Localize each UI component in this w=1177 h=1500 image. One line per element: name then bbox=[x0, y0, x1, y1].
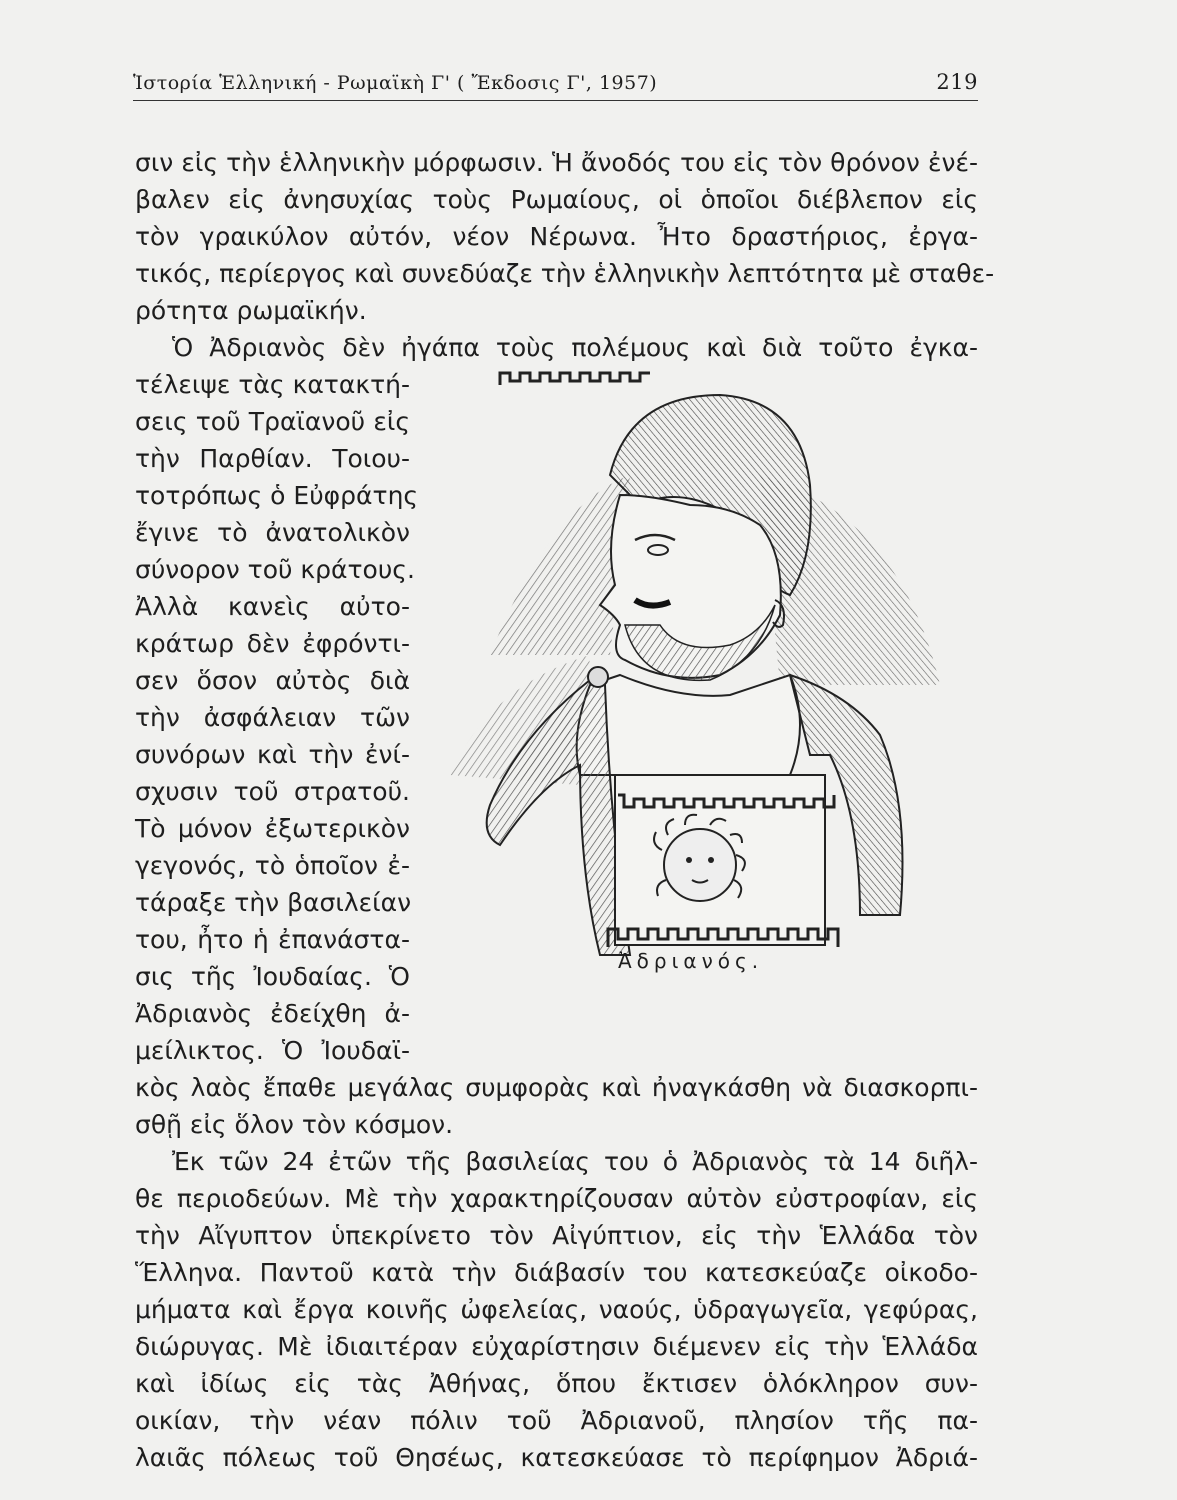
text-line: ἔγινε τὸ ἀνατολικὸν bbox=[135, 518, 410, 547]
text-line: μείλικτος. Ὁ Ἰουδαϊ- bbox=[135, 1036, 410, 1065]
text-line: τὴν ἀσφάλειαν τῶν bbox=[135, 703, 410, 732]
text-line: του, ἦτο ἡ ἐπανάστα- bbox=[135, 925, 410, 954]
running-title: Ἱστορία Ἑλληνική - Ρωμαϊκὴ Γ' ( Ἔκδοσις Γ', 1957) bbox=[133, 72, 658, 94]
text-line: Ἀδριανὸς ἐδείχθη ἀ- bbox=[135, 999, 410, 1028]
text-line: τικός, περίεργος καὶ συνεδύαζε τὴν ἑλληνικὴν λεπτότητα μὲ σταθε- bbox=[135, 259, 995, 288]
text-line: σύνορον τοῦ κράτους. bbox=[135, 555, 415, 584]
figure-caption: Ἀδριανός. bbox=[618, 949, 764, 973]
text-line: ρότητα ρωμαϊκήν. bbox=[135, 296, 367, 325]
text-line: βαλεν εἰς ἀνησυχίας τοὺς Ρωμαίους, οἱ ὁποῖοι διέβλεπον εἰς bbox=[135, 185, 978, 214]
text-line: καὶ ἰδίως εἰς τὰς Ἀθήνας, ὅπου ἔκτισεν ὁλόκληρον συν- bbox=[135, 1369, 978, 1398]
paragraph-first-line: Ἐκ τῶν 24 ἐτῶν τῆς βασιλείας του ὁ Ἀδριανὸς τὰ 14 διῆλ- bbox=[172, 1147, 978, 1176]
text-line: οικίαν, τὴν νέαν πόλιν τοῦ Ἀδριανοῦ, πλησίον τῆς πα- bbox=[135, 1406, 978, 1435]
text-line: κὸς λαὸς ἔπαθε μεγάλας συμφορὰς καὶ ἠναγκάσθη νὰ διασκορπι- bbox=[135, 1073, 978, 1102]
hadrian-bust-illustration bbox=[430, 355, 990, 975]
text-line: σιν εἰς τὴν ἑλληνικὴν μόρφωσιν. Ἡ ἄνοδός του εἰς τὸν θρόνον ἐνέ- bbox=[135, 148, 978, 177]
text-line: τὸν γραικύλον αὐτόν, νέον Νέρωνα. Ἦτο δραστήριος, ἐργα- bbox=[135, 222, 978, 251]
bust-drawing bbox=[430, 355, 990, 975]
text-line: Τὸ μόνον ἐξωτερικὸν bbox=[135, 814, 410, 843]
text-line: τάραξε τὴν βασιλείαν bbox=[135, 888, 412, 917]
text-line: μήματα καὶ ἔργα κοινῆς ὠφελείας, ναούς, ὑδραγωγεῖα, γεφύρας, bbox=[135, 1295, 978, 1324]
paragraph-first-line: Ὁ Ἀδριανὸς δὲν ἠγάπα τοὺς πολέμους καὶ διὰ τοῦτο ἐγκα- bbox=[172, 333, 978, 362]
text-line: τὴν Αἴγυπτον ὑπεκρίνετο τὸν Αἰγύπτιον, εἰς τὴν Ἑλλάδα τὸν bbox=[135, 1221, 978, 1250]
text-line: τὴν Παρθίαν. Τοιου- bbox=[135, 444, 410, 473]
text-line: τέλειψε τὰς κατακτή- bbox=[135, 370, 410, 399]
text-line: διώρυγας. Μὲ ἰδιαιτέραν εὐχαρίστησιν διέμενεν εἰς τὴν Ἑλλάδα bbox=[135, 1332, 978, 1361]
text-line: σχυσιν τοῦ στρατοῦ. bbox=[135, 777, 410, 806]
text-line: λαιᾶς πόλεως τοῦ Θησέως, κατεσκεύασε τὸ περίφημον Ἀδριά- bbox=[135, 1443, 978, 1472]
text-line: σις τῆς Ἰουδαίας. Ὁ bbox=[135, 962, 410, 991]
page-header bbox=[133, 66, 978, 101]
text-line: Ἀλλὰ κανεὶς αὐτο- bbox=[135, 592, 410, 621]
text-line: θε περιοδεύων. Μὲ τὴν χαρακτηρίζουσαν αὐτὸν εὐστροφίαν, εἰς bbox=[135, 1184, 978, 1213]
page-number: 219 bbox=[936, 70, 978, 94]
text-line: σεις τοῦ Τραϊανοῦ εἰς bbox=[135, 407, 410, 436]
text-line: συνόρων καὶ τὴν ἐνί- bbox=[135, 740, 410, 769]
text-line: τοτρόπως ὁ Εὐφράτης bbox=[135, 481, 419, 510]
text-line: γεγονός, τὸ ὁποῖον ἐ- bbox=[135, 851, 410, 880]
text-line: σεν ὅσον αὐτὸς διὰ bbox=[135, 666, 410, 695]
text-line: κράτωρ δὲν ἐφρόντι- bbox=[135, 629, 410, 658]
text-line: Ἕλληνα. Παντοῦ κατὰ τὴν διάβασίν του κατεσκεύαζε οἰκοδο- bbox=[135, 1258, 978, 1287]
text-line: σθῇ εἰς ὅλον τὸν κόσμον. bbox=[135, 1110, 454, 1139]
